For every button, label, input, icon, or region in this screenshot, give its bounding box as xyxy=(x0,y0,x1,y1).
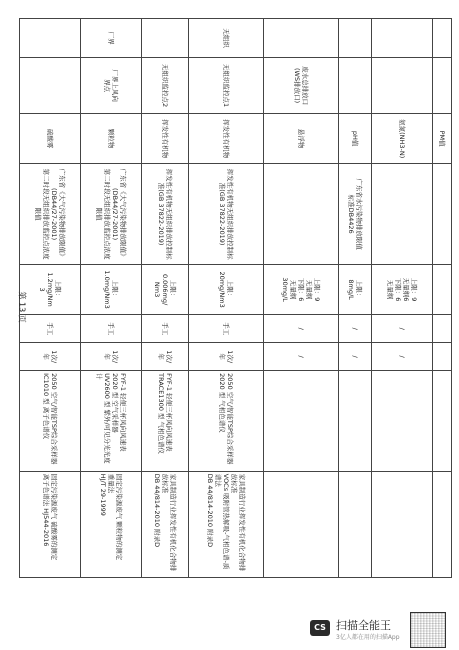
table-row xyxy=(371,19,432,578)
table-cell: 无组织监控点1 xyxy=(189,58,264,114)
table-row xyxy=(20,19,81,578)
table-row xyxy=(432,19,451,578)
table-cell xyxy=(263,164,338,265)
table-cell: 2050 空气/智能TSP综合采样器 IC1010 型 离子色谱仪 xyxy=(20,371,81,472)
table-cell xyxy=(338,58,371,114)
table-cell xyxy=(432,343,451,371)
table-cell: 广东省水污染物排放限值 标准DB4426 xyxy=(338,164,371,265)
table-cell: / xyxy=(371,343,432,371)
brand-name: 扫描全能王 xyxy=(336,619,391,632)
table-cell: 颗粒物 xyxy=(81,114,142,164)
table-cell xyxy=(20,19,81,58)
table-cell: 上限：9 无量纲6 下限：6 无量纲 xyxy=(371,264,432,314)
table-cell: 上限： 20mg/Nm3 xyxy=(189,264,264,314)
table-cell xyxy=(432,371,451,472)
table-cell: 1次/ 年 xyxy=(20,343,81,371)
table-cell xyxy=(432,58,451,114)
camscanner-logo-icon: CS xyxy=(310,620,330,636)
table-cell: 挥发性有机物 xyxy=(189,114,264,164)
table-cell xyxy=(371,471,432,577)
table-cell: FYF-1 轻便三杯风向风速表 2020 型 空气采样器 UV2600 型 紫外/可见分光光度计 xyxy=(81,371,142,472)
table-cell: 挥发性有机物无组织排放控制标准(GB 37822-2019) xyxy=(141,164,188,265)
table-cell xyxy=(263,19,338,58)
table-cell: 1次/ 年 xyxy=(189,343,264,371)
table-cell: 手工 xyxy=(189,315,264,343)
table-cell xyxy=(263,371,338,472)
table-cell xyxy=(371,164,432,265)
table-cell: 厂界 xyxy=(81,19,142,58)
table-cell: pH值 xyxy=(338,114,371,164)
brand-tagline: 3亿人都在用的扫描App xyxy=(336,634,400,641)
table-cell: PM值 xyxy=(432,114,451,164)
table-cell: 广东省《大气污染物排放限值》(DB44/27-2001) 第二时段无组织排放监控点浓度限值 xyxy=(20,164,81,265)
table-cell xyxy=(432,19,451,58)
table-cell: 无组织监控点2 xyxy=(141,58,188,114)
table-cell: 固定污染源废气 硫酸雾的测定 离子色谱法 HJ544-2016 xyxy=(20,471,81,577)
table-cell: 硫酸雾 xyxy=(20,114,81,164)
table-row xyxy=(141,19,188,578)
table-cell: FYF-1 轻便三杯风向风速表 TRACE1300 型 气相色谱仪 xyxy=(141,371,188,472)
monitoring-table xyxy=(19,18,452,578)
table-cell: / xyxy=(338,315,371,343)
scanner-footer xyxy=(0,608,459,650)
table-cell: / xyxy=(263,315,338,343)
table-cell: 上限： 1.2mg/Nm 3 xyxy=(20,264,81,314)
table-row xyxy=(189,19,264,578)
table-cell: 固定污染源废气 颗粒物的测定 重量法 HJ/T 29-1999 xyxy=(81,471,142,577)
table-cell xyxy=(263,471,338,577)
table-row xyxy=(338,19,371,578)
table-cell xyxy=(141,19,188,58)
table-cell xyxy=(338,371,371,472)
table-cell xyxy=(371,371,432,472)
table-cell: 1次/ 年 xyxy=(141,343,188,371)
table-cell xyxy=(338,471,371,577)
table-cell: 手工 xyxy=(141,315,188,343)
table-cell xyxy=(338,19,371,58)
table-cell: 挥发性有机物 xyxy=(141,114,188,164)
table-row xyxy=(81,19,142,578)
table-cell: 无组织 xyxy=(189,19,264,58)
table-cell: 上限： 0.006mg/ Nm3 xyxy=(141,264,188,314)
table-cell: 上限： 1.0mg/Nm3 xyxy=(81,264,142,314)
monitoring-table-rotated xyxy=(19,18,452,578)
table-cell: / xyxy=(338,343,371,371)
table-cell xyxy=(432,264,451,314)
table-cell xyxy=(432,471,451,577)
table-cell xyxy=(432,164,451,265)
table-cell: / xyxy=(263,343,338,371)
table-cell xyxy=(371,58,432,114)
table-cell: 厂界上风向 界点 xyxy=(81,58,142,114)
table-cell: 手工 xyxy=(20,315,81,343)
table-cell: 广东省《大气污染物排放限值》(DB44/27-2001) 第二时段无组织排放监控点浓度限值 xyxy=(81,164,142,265)
table-cell: 挥发性有机物无组织排放控制标准(GB 37822-2019) xyxy=(189,164,264,265)
table-cell: 家具制造行业挥发性有机化合物排放标准 DB 44/814-2010 附录D xyxy=(141,471,188,577)
table-cell: 氨氮(NH3-N) xyxy=(371,114,432,164)
table-cell: 家具制造行业挥发性有机化合物排放标准 VOCs 吸附管热解吸-气相色谱-质谱法 DB 44/814-2010 附录D xyxy=(189,471,264,577)
table-cell: 上限：9 无量纲 下限：6 无量纲 30mg/L xyxy=(263,264,338,314)
table-cell xyxy=(432,315,451,343)
qr-code-icon xyxy=(410,612,446,648)
table-cell: 2050 空气/智能TSP综合采样器 2020 型 气相色谱仪 xyxy=(189,371,264,472)
table-row xyxy=(263,19,338,578)
table-cell: 手工 xyxy=(81,315,142,343)
table-cell: 废水总排放口 (WS排放口) xyxy=(263,58,338,114)
table-cell: 上限： 8mg/L xyxy=(338,264,371,314)
page-number: 第 13 页 xyxy=(17,291,27,323)
table-cell: / xyxy=(371,315,432,343)
table-cell: 悬浮物 xyxy=(263,114,338,164)
table-cell xyxy=(371,19,432,58)
table-cell: 1次/ 年 xyxy=(81,343,142,371)
table-cell xyxy=(20,58,81,114)
